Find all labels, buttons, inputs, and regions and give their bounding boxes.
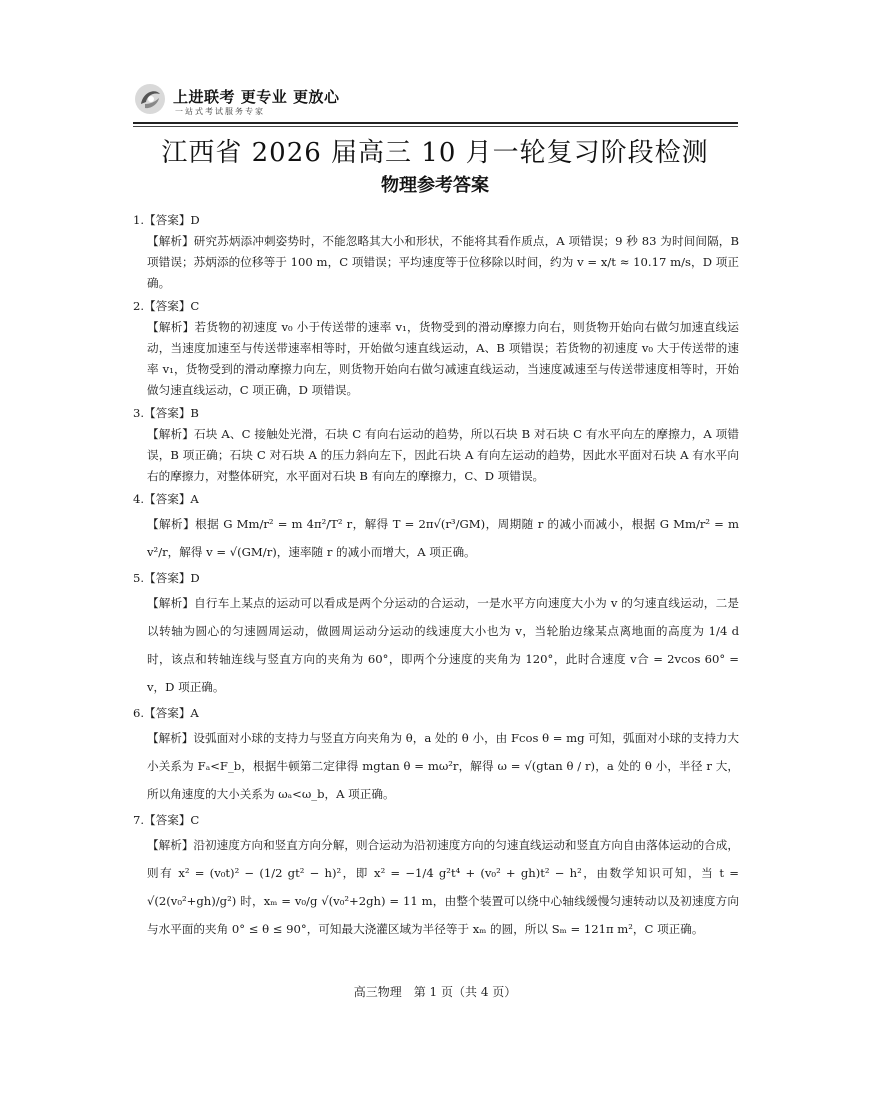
explanation-text: 【解析】设弧面对小球的支持力与竖直方向夹角为 θ，a 处的 θ 小，由 Fcos θ = mg 可知，弧面对小球的支持力大小关系为 Fₐ<F_b，根据牛顿第二定律得 mgtan θ = mω²r，解得 ω = √(gtan θ / r)，a 处的 θ 小，半径 r 大，所以角速度的大小关系为 ωₐ<ω_b，A 项正确。	[147, 731, 739, 801]
page-title: 江西省 2026 届高三 10 月一轮复习阶段检测	[161, 138, 709, 168]
explanation-text: 【解析】研究苏炳添冲刺姿势时，不能忽略其大小和形状，不能将其看作质点，A 项错误；9 秒 83 为时间间隔，B 项错误；苏炳添的位移等于 100 m，C 项错误；平均速度等于位移除以时间，约为 v = x/t ≈ 10.17 m/s，D 项正确。	[147, 234, 739, 290]
question-block-2	[133, 296, 739, 401]
explanation-text: 【解析】自行车上某点的运动可以看成是两个分运动的合运动，一是水平方向速度大小为 v 的匀速直线运动，二是以转轴为圆心的匀速圆周运动，做圆周运动分运动的线速度大小也为 v，当轮胎边缘某点离地面的高度为 1/4 d 时，该点和转轴连线与竖直方向的夹角为 60°，即两个分速度的夹角为 120°，此时合速度 v合 = 2vcos 60° = v，D 项正确。	[147, 596, 739, 694]
answer-line: 3.【答案】B	[133, 406, 199, 420]
brand-slogan: 上进联考 更专业 更放心	[173, 88, 340, 106]
page-footer: 高三物理 第 1 页（共 4 页）	[353, 985, 517, 999]
answer-line: 7.【答案】C	[133, 813, 200, 827]
question-block-5	[133, 568, 739, 701]
question-block-6	[133, 703, 739, 808]
header-divider-thin	[133, 126, 738, 127]
explanation-text: 【解析】根据 G Mm/r² = m 4π²/T² r，解得 T = 2π√(r³/GM)，周期随 r 的减小而减小，根据 G Mm/r² = m v²/r，解得 v = √(GM/r)，速率随 r 的减小而增大，A 项正确。	[147, 517, 739, 559]
answer-line: 2.【答案】C	[133, 299, 200, 313]
question-block-1	[133, 210, 739, 294]
question-block-4	[133, 489, 739, 566]
header-divider	[133, 122, 738, 124]
page-header	[133, 82, 738, 122]
answer-line: 1.【答案】D	[133, 213, 200, 227]
page-subtitle: 物理参考答案	[381, 175, 489, 196]
answer-line: 4.【答案】A	[133, 492, 199, 506]
answer-line: 6.【答案】A	[133, 706, 199, 720]
answer-list	[133, 210, 739, 945]
answer-line: 5.【答案】D	[133, 571, 200, 585]
question-block-3	[133, 403, 739, 487]
explanation-text: 【解析】石块 A、C 接触处光滑，石块 C 有向右运动的趋势，所以石块 B 对石块 C 有水平向左的摩擦力，A 项错误，B 项正确；石块 C 对石块 A 的压力斜向左下，因此石块 A 有向左运动的趋势，因此水平面对石块 A 有水平向右的摩擦力，对整体研究，水平面对石块 B 有向左的摩擦力，C、D 项错误。	[147, 427, 739, 483]
question-block-7	[133, 810, 739, 943]
swirl-logo-icon	[133, 82, 167, 116]
explanation-text: 【解析】沿初速度方向和竖直方向分解，则合运动为沿初速度方向的匀速直线运动和竖直方向自由落体运动的合成，则有 x² = (v₀t)² − (1/2 gt² − h)²，即 x² = −1/4 g²t⁴ + (v₀² + gh)t² − h²，由数学知识可知，当 t = √(2(v₀²+gh)/g²) 时，xₘ = v₀/g √(v₀²+2gh) = 11 m，由整个装置可以绕中心轴线缓慢匀速转动以及初速度方向与水平面的夹角 0° ≤ θ ≤ 90°，可知最大浇灌区域为半径等于 xₘ 的圆，所以 Sₘ = 121π m²，C 项正确。	[147, 838, 739, 936]
explanation-text: 【解析】若货物的初速度 v₀ 小于传送带的速率 v₁，货物受到的滑动摩擦力向右，则货物开始向右做匀加速直线运动，当速度加速至与传送带速率相等时，开始做匀速直线运动，A、B 项错误；若货物的初速度 v₀ 大于传送带的速率 v₁，货物受到的滑动摩擦力向左，则货物开始向右做匀减速直线运动，当速度减速至与传送带速度相等时，开始做匀速直线运动，C 项正确，D 项错误。	[147, 320, 739, 397]
brand-tagline: 一站式考试服务专家	[175, 107, 265, 116]
